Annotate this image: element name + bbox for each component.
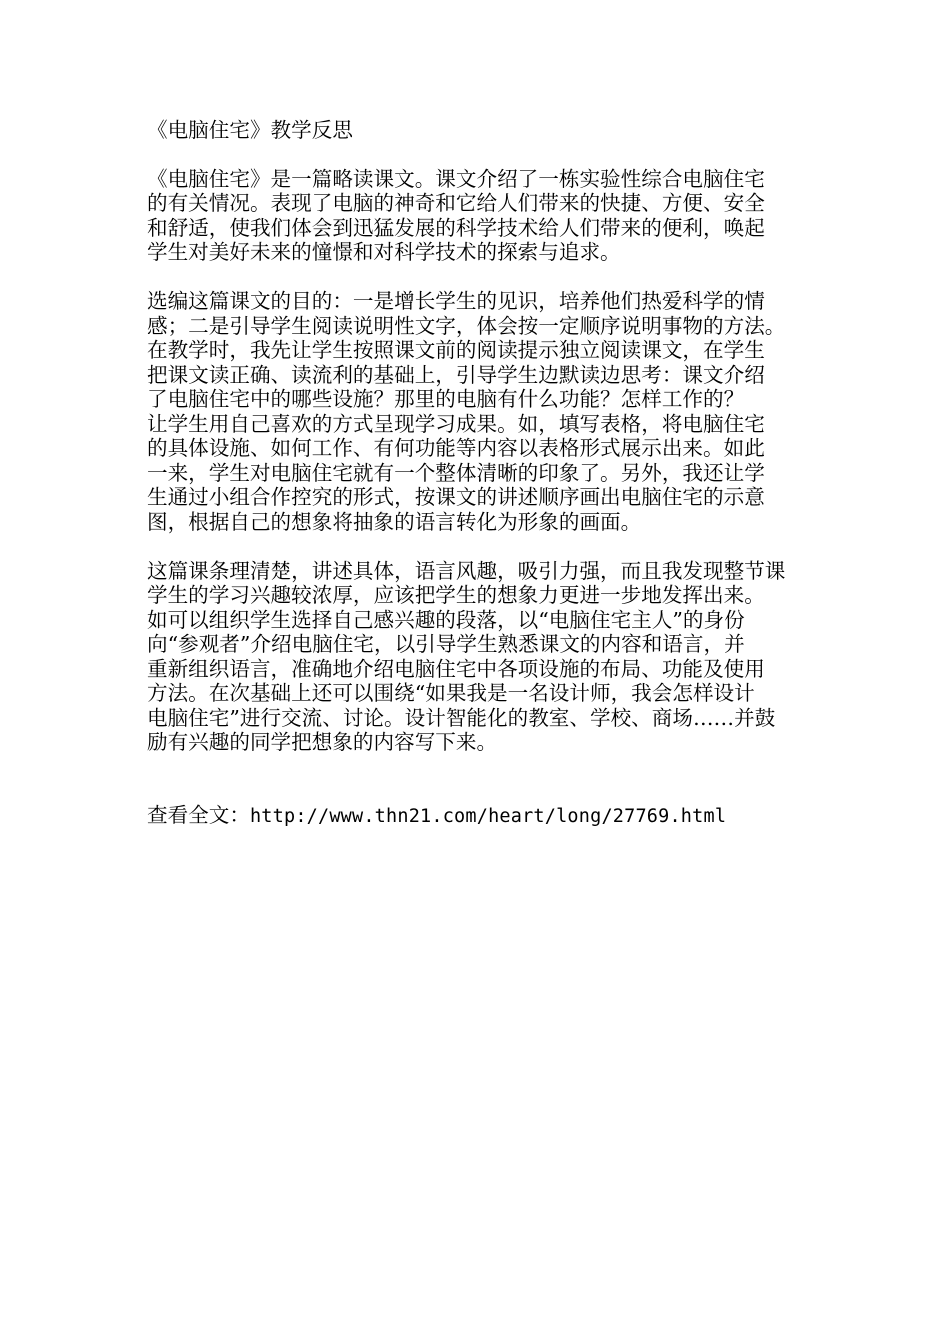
text-line: 学生的学习兴趣较浓厚，应该把学生的想象力更进一步地发挥出来。: [147, 583, 765, 607]
text-line: 《电脑住宅》是一篇略读课文。课文介绍了一栋实验性综合电脑住宅: [147, 166, 765, 191]
text-line: 方法。在次基础上还可以围绕“如果我是一名设计师，我会怎样设计: [147, 681, 755, 705]
text-line: 在教学时，我先让学生按照课文前的阅读提示独立阅读课文，在学生: [147, 338, 765, 362]
text-line: 这篇课条理清楚，讲述具体，语言风趣，吸引力强，而且我发现整节课: [147, 558, 786, 583]
text-line: 把课文读正确、读流利的基础上，引导学生边默读边思考：课文介绍: [147, 362, 765, 387]
text-line: 的具体设施、如何工作、有何功能等内容以表格形式展示出来。如此: [147, 436, 765, 460]
text-line: 的有关情况。表现了电脑的神奇和它给人们带来的快捷、方便、安全: [147, 191, 765, 215]
text-line: 电脑住宅”进行交流、讨论。设计智能化的教室、学校、商场……并鼓: [147, 705, 776, 730]
text-line: 选编这篇课文的目的：一是增长学生的见识，培养他们热爱科学的情: [147, 289, 765, 313]
full-text-label: 查看全文：: [147, 802, 250, 827]
document-title: 《电脑住宅》教学反思: [147, 118, 353, 142]
text-line: 重新组织语言，准确地介绍电脑住宅中各项设施的布局、功能及使用: [147, 656, 765, 681]
text-line: 了电脑住宅中的哪些设施？那里的电脑有什么功能？怎样工作的？: [147, 387, 745, 411]
full-text-footer: [147, 803, 819, 830]
paragraph-reflection: [147, 559, 819, 755]
text-line: 学生对美好未来的憧憬和对科学技术的探索与追求。: [147, 240, 621, 264]
text-line: 生通过小组合作控究的形式，按课文的讲述顺序画出电脑住宅的示意: [147, 485, 765, 509]
text-line: 图，根据自己的想象将抽象的语言转化为形象的画面。: [147, 509, 642, 534]
paragraph-intro: [147, 167, 819, 265]
text-line: 感；二是引导学生阅读说明性文字，体会按一定顺序说明事物的方法。: [147, 313, 786, 338]
text-line: 一来，学生对电脑住宅就有一个整体清晰的印象了。另外，我还让学: [147, 460, 765, 485]
text-line: 励有兴趣的同学把想象的内容写下来。: [147, 730, 498, 754]
text-line: 如可以组织学生选择自己感兴趣的段落，以“电脑住宅主人”的身份: [147, 607, 745, 632]
full-text-link[interactable]: http://www.thn21.com/heart/long/27769.html: [249, 805, 727, 827]
document-page: [147, 118, 819, 829]
text-line: 让学生用自己喜欢的方式呈现学习成果。如，填写表格，将电脑住宅: [147, 411, 765, 436]
text-line: 和舒适，使我们体会到迅猛发展的科学技术给人们带来的便利，唤起: [147, 215, 765, 240]
text-line: 向“参观者”介绍电脑住宅，以引导学生熟悉课文的内容和语言，并: [147, 632, 745, 656]
paragraph-purpose: [147, 289, 819, 534]
